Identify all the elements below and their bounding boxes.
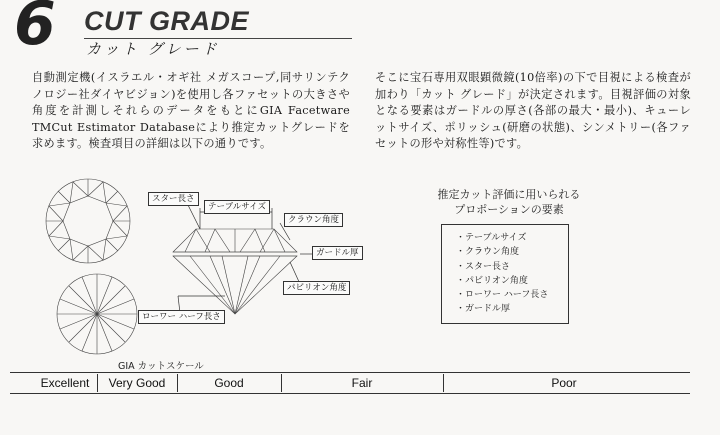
scale-grade-very-good: Very Good bbox=[108, 376, 166, 390]
section-subtitle: カット グレード bbox=[86, 40, 220, 58]
label-table-size: テーブルサイズ bbox=[204, 200, 270, 214]
bottom-view-diamond-icon bbox=[57, 274, 137, 354]
right-paragraph: そこに宝石専用双眼顕微鏡(10倍率)の下で目視による検査が加わり「カット グレード」が決定されます。目視評価の対象となる要素はガードルの厚さ(各部の最大・最小)、キューレットサイズ、ポリッシュ(研磨の状態)、シンメトリー(各ファセットの形や対称性等)です。 bbox=[375, 71, 691, 150]
scale-grade-good: Good bbox=[214, 376, 244, 390]
scale-grade-excellent: Excellent bbox=[40, 376, 90, 390]
proportion-title-line1: 推定カット評価に用いられる bbox=[437, 188, 581, 201]
proportion-item: ・パビリオン角度 bbox=[456, 275, 528, 286]
left-paragraph: 自動測定機(イスラエル・オギ社 メガスコープ,同サリンテクノロジー社ダイヤビジョン)を使用し各ファセットの大きさや角度を計測しそれらのデータをもとにGIA Facetware TMCut Estimator Databaseにより推定カットグレードを求めます。検査項目の詳細は以下の通りです。 bbox=[32, 71, 350, 150]
label-lower-half-length: ローワー ハーフ長さ bbox=[138, 310, 225, 324]
scale-grade-fair: Fair bbox=[351, 376, 373, 390]
proportion-title-line2: プロポーションの要素 bbox=[454, 203, 564, 216]
label-crown-angle: クラウン角度 bbox=[284, 213, 343, 227]
scale-top-rule bbox=[10, 372, 690, 373]
label-girdle-thickness: ガードル厚 bbox=[312, 246, 363, 260]
scale-grade-poor: Poor bbox=[551, 376, 577, 390]
proportion-item: ・ローワー ハーフ長さ bbox=[456, 290, 549, 301]
label-pavilion-angle: パビリオン角度 bbox=[283, 281, 350, 295]
proportion-item: ・スター長さ bbox=[456, 261, 511, 272]
proportion-title bbox=[420, 187, 598, 217]
proportion-list bbox=[441, 224, 569, 324]
section-number: 6 bbox=[14, 0, 56, 59]
top-view-diamond-icon bbox=[46, 179, 130, 263]
proportion-item: ・クラウン角度 bbox=[456, 247, 520, 258]
proportion-item: ・ガードル厚 bbox=[456, 304, 511, 315]
scale-title: GIA カットスケール bbox=[118, 361, 204, 372]
section-title: CUT GRADE bbox=[84, 6, 249, 36]
label-star-length: スター長さ bbox=[148, 192, 199, 206]
scale-bottom-rule bbox=[10, 393, 690, 394]
side-view-diamond-icon bbox=[173, 229, 297, 314]
proportion-item: ・テーブルサイズ bbox=[456, 233, 527, 243]
